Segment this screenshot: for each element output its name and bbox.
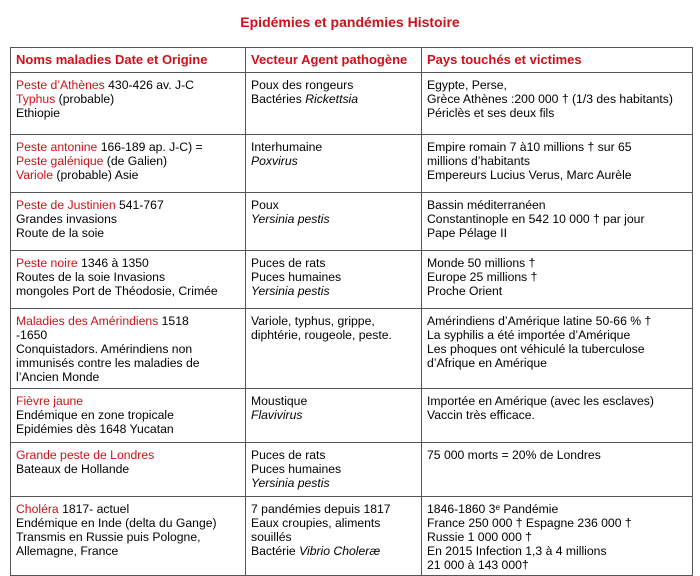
header-row <box>11 48 693 73</box>
table-row <box>11 497 693 576</box>
disease-name: Variole <box>16 168 54 182</box>
cell-vector: Poux des rongeurs Bactéries Rickettsia <box>246 73 422 135</box>
disease-name: Peste d’Athènes <box>16 78 105 92</box>
table-row <box>11 73 693 135</box>
table-row <box>11 251 693 309</box>
cell-victims: Importée en Amérique (avec les esclaves) Vaccin très efficace. <box>422 389 693 443</box>
disease-name: Peste galénique <box>16 154 104 168</box>
table-row <box>11 443 693 497</box>
cell-names: Peste noire 1346 à 1350 Routes de la soie Invasions mongoles Port de Théodosie, Crimée <box>11 251 246 309</box>
cell-vector: 7 pandémies depuis 1817 Eaux croupies, aliments souillés Bactérie Vibrio Choleræ <box>246 497 422 576</box>
cell-names: Grande peste de Londres Bateaux de Hollande <box>11 443 246 497</box>
cell-names: Peste d’Athènes 430-426 av. J-C Typhus (probable) Ethiopie <box>11 73 246 135</box>
cell-victims: 1846-1860 3ᵉ Pandémie France 250 000 † Espagne 236 000 † Russie 1 000 000 † En 2015 Infection 1,3 à 4 millions 21 000 à 143 000† <box>422 497 693 576</box>
column-header-names: Noms maladies Date et Origine <box>11 48 246 73</box>
disease-name: Typhus <box>16 92 56 106</box>
disease-name: Peste antonine <box>16 140 98 154</box>
cell-victims: Amérindiens d’Amérique latine 50-66 % † La syphilis a été importée d’Amérique Les phoques ont véhiculé la tuberculose d’Afrique en Amérique <box>422 309 693 389</box>
cell-vector: Moustique Flavivirus <box>246 389 422 443</box>
disease-name: Peste de Justinien <box>16 198 116 212</box>
cell-vector: Variole, typhus, grippe, diphtérie, rougeole, peste. <box>246 309 422 389</box>
cell-victims: Empire romain 7 à10 millions † sur 65 millions d’habitants Empereurs Lucius Verus, Marc Aurèle <box>422 135 693 193</box>
cell-vector: Poux Yersinia pestis <box>246 193 422 251</box>
disease-name: Peste noire <box>16 256 78 270</box>
cell-victims: 75 000 morts = 20% de Londres <box>422 443 693 497</box>
cell-names: Peste antonine 166-189 ap. J-C) = Peste galénique (de Galien) Variole (probable) Asie <box>11 135 246 193</box>
column-header-victims: Pays touchés et victimes <box>422 48 693 73</box>
cell-names: Choléra 1817- actuel Endémique en Inde (delta du Gange) Transmis en Russie puis Pologne, Allemagne, France <box>11 497 246 576</box>
disease-name: Maladies des Amérindiens <box>16 314 159 328</box>
cell-names: Fièvre jaune Endémique en zone tropicale Epidémies dès 1648 Yucatan <box>11 389 246 443</box>
cell-names: Peste de Justinien 541-767 Grandes invasions Route de la soie <box>11 193 246 251</box>
table-row <box>11 389 693 443</box>
cell-vector: Puces de rats Puces humaines Yersinia pestis <box>246 251 422 309</box>
table-row <box>11 135 693 193</box>
epidemics-table <box>10 47 693 576</box>
cell-names: Maladies des Amérindiens 1518 -1650 Conquistadors. Amérindiens non immunisés contre les maladies de l’Ancien Monde <box>11 309 246 389</box>
cell-victims: Egypte, Perse, Grèce Athènes :200 000 † (1/3 des habitants) Périclès et ses deux fils <box>422 73 693 135</box>
cell-vector: Puces de rats Puces humaines Yersinia pestis <box>246 443 422 497</box>
cell-vector: Interhumaine Poxvirus <box>246 135 422 193</box>
disease-name: Choléra <box>16 502 59 516</box>
disease-name: Fièvre jaune <box>16 394 84 408</box>
column-header-vector: Vecteur Agent pathogène <box>246 48 422 73</box>
table-row <box>11 309 693 389</box>
cell-victims: Bassin méditerranéen Constantinople en 542 10 000 † par jour Pape Pélage II <box>422 193 693 251</box>
cell-victims: Monde 50 millions † Europe 25 millions † Proche Orient <box>422 251 693 309</box>
disease-name: Grande peste de Londres <box>16 448 155 462</box>
table-row <box>11 193 693 251</box>
page-title: Epidémies et pandémies Histoire <box>240 14 460 30</box>
